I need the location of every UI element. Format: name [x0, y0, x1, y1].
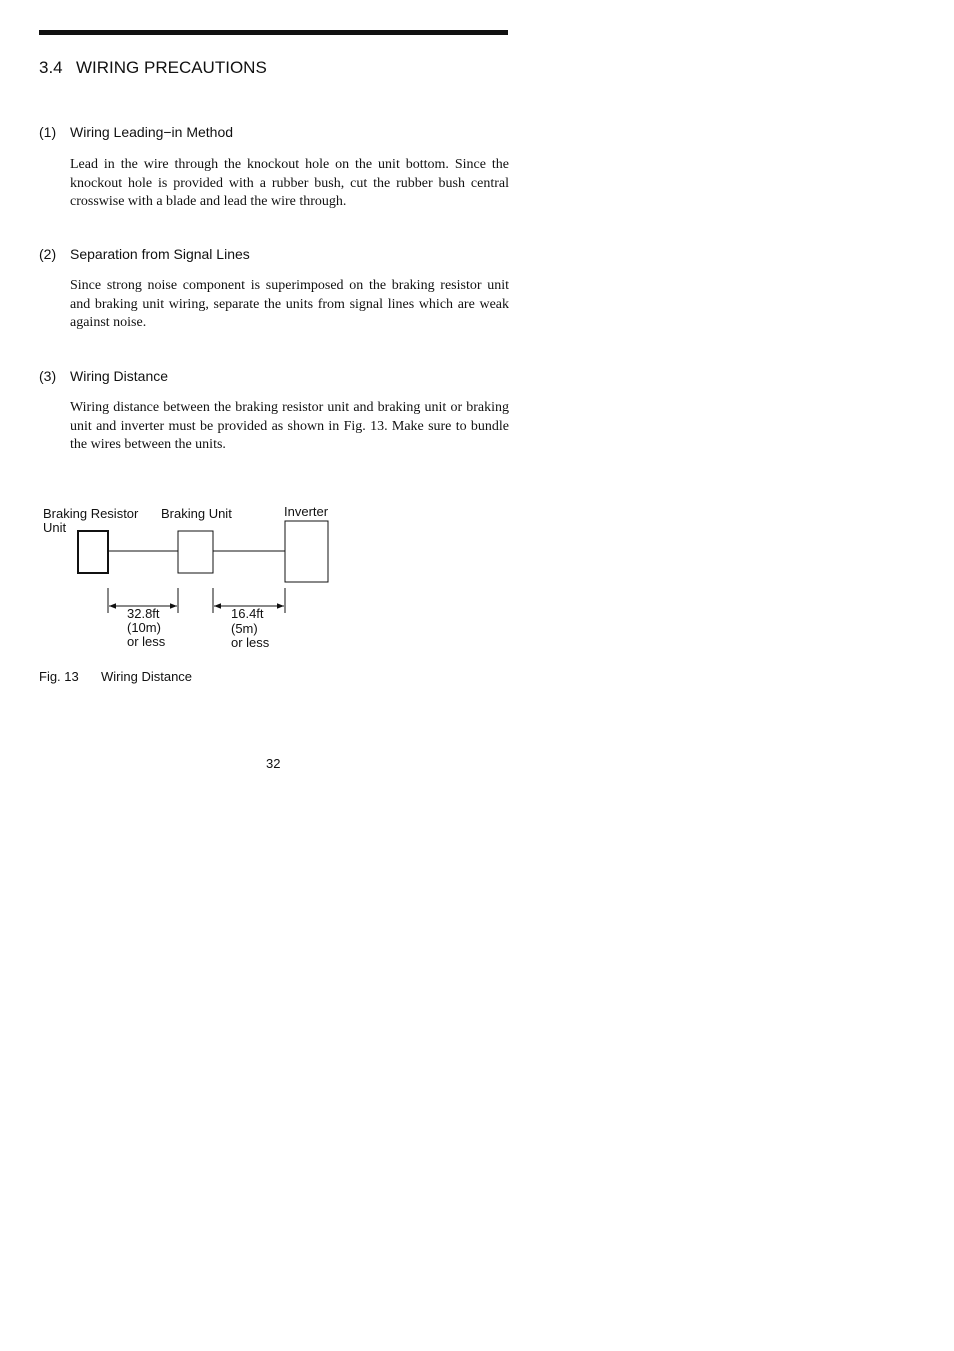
distance-2-ft: 16.4ft: [231, 606, 264, 621]
figure-caption: [39, 669, 192, 684]
subsection-title: Wiring Leading−in Method: [70, 124, 234, 140]
braking-unit-box: [178, 531, 213, 573]
inverter-label: Inverter: [284, 504, 329, 519]
section-title: WIRING PRECAUTIONS: [76, 58, 267, 77]
section-heading: [39, 58, 267, 78]
subsection-number: (1): [39, 124, 57, 140]
page-number: 32: [266, 756, 281, 771]
braking-resistor-box: [78, 531, 108, 573]
subsection-heading-1: [39, 124, 233, 140]
figure-number: Fig. 13: [39, 669, 79, 684]
paragraph-2: Since strong noise component is superimposed on the braking resistor unit and braking unit wiring, separate the units from signal lines which are weak against noise.: [70, 278, 509, 331]
distance-1-qualifier: or less: [127, 634, 166, 649]
braking-resistor-label-line1: Braking Resistor: [43, 506, 139, 521]
subsection-number: (2): [39, 246, 57, 262]
braking-unit-label: Braking Unit: [161, 506, 232, 521]
inverter-box: [285, 521, 328, 582]
subsection-number: (3): [39, 368, 57, 384]
header-rule: [39, 30, 508, 35]
distance-1-ft: 32.8ft: [127, 606, 160, 621]
section-number: 3.4: [39, 58, 63, 77]
figure-title: Wiring Distance: [101, 669, 193, 684]
subsection-heading-3: [39, 368, 168, 384]
wiring-distance-diagram: [0, 490, 400, 660]
paragraph-1: Lead in the wire through the knockout hole on the unit bottom. Since the knockout hole is provided with a rubber bush, cut the rubber bush central crosswise with a blade and lead the wire through.: [70, 157, 509, 210]
distance-2-m: (5m): [231, 621, 258, 636]
subsection-title: Separation from Signal Lines: [70, 246, 250, 262]
braking-resistor-label-line2: Unit: [43, 520, 67, 535]
distance-1-m: (10m): [127, 620, 161, 635]
distance-2-qualifier: or less: [231, 635, 270, 650]
subsection-heading-2: [39, 246, 250, 262]
subsection-title: Wiring Distance: [70, 368, 169, 384]
paragraph-3: Wiring distance between the braking resistor unit and braking unit or braking unit and inverter must be provided as shown in Fig. 13. Make sure to bundle the wires between the units.: [70, 400, 509, 453]
